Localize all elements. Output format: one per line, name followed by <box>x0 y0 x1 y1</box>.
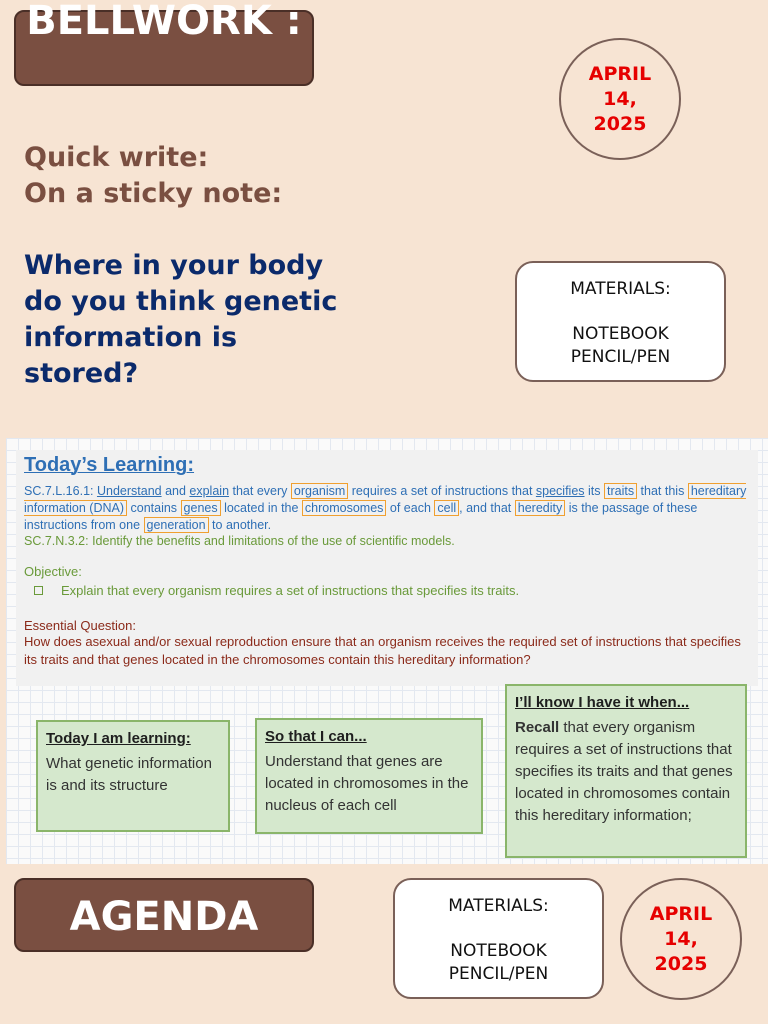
std-keyword: genes <box>181 500 221 516</box>
objective-text: Explain that every organism requires a set of instructions that specifies its traits. <box>61 583 520 598</box>
card-body: What genetic information is and its structure <box>46 755 212 794</box>
std-text: that this <box>637 484 688 498</box>
card-title: Today I am learning: <box>46 730 191 747</box>
std-keyword: cell <box>434 500 459 516</box>
std-text: requires a set of instructions that <box>348 484 536 498</box>
essential-question-text: How does asexual and/or sexual reproduction ensure that an organism receives the required set of instructions that specifies its traits and that genes located in the chromosomes contain this hereditary information? <box>24 634 741 667</box>
quick-write-prompt <box>24 140 282 212</box>
std-keyword: generation <box>144 517 209 533</box>
std-text: , and that <box>459 501 515 515</box>
agenda-banner: AGENDA <box>14 878 314 952</box>
std-word: specifies <box>535 484 585 498</box>
std-text: is the passage of these instructions from one <box>24 501 698 532</box>
card-body-bold: Recall <box>515 719 560 736</box>
std-code: SC.7.L.16.1: <box>24 484 97 498</box>
std-text: and <box>161 484 190 498</box>
date-month: APRIL <box>588 62 652 85</box>
materials-box <box>393 878 604 999</box>
std-word: explain <box>189 484 230 498</box>
date-circle <box>559 38 681 160</box>
card-body: Understand that genes are located in chromosomes in the nucleus of each cell <box>265 753 469 814</box>
std-word: Understand <box>96 484 162 498</box>
date-year: 2025 <box>593 112 647 135</box>
bellwork-banner <box>14 0 314 86</box>
std-text: its <box>584 484 604 498</box>
std-keyword: organism <box>291 483 348 499</box>
bellwork-slide <box>0 0 768 432</box>
std-keyword: heredity <box>515 500 565 516</box>
checkbox-bullet-icon <box>34 586 43 595</box>
so-that-i-can-card <box>255 718 483 834</box>
today-i-am-learning-card <box>36 720 230 832</box>
materials-item: NOTEBOOK <box>572 324 669 344</box>
objective-heading: Objective: <box>24 564 82 579</box>
standard-2: SC.7.N.3.2: Identify the benefits and limitations of the use of scientific models. <box>24 534 455 548</box>
std-text: that every <box>229 484 291 498</box>
card-title: So that I can... <box>265 728 367 745</box>
card-title: I’ll know I have it when... <box>515 694 690 711</box>
quick-write-line1: Quick write: <box>24 142 209 173</box>
materials-item: PENCIL/PEN <box>570 347 671 367</box>
standard-1 <box>24 483 750 534</box>
learning-title: Today’s Learning: <box>24 454 195 476</box>
materials-heading: MATERIALS: <box>448 896 549 916</box>
todays-learning-slide <box>6 438 768 864</box>
essential-question-heading: Essential Question: <box>24 618 137 633</box>
card-body-text: that every organism requires a set of instructions that specifies its traits and that genes located in chromosomes contain this hereditary information; <box>515 719 733 824</box>
std-text: of each <box>386 501 435 515</box>
objective-item <box>34 583 750 598</box>
date-day: 14, <box>603 87 637 110</box>
std-text: contains <box>127 501 181 515</box>
std-keyword: traits <box>604 483 637 499</box>
std-text: located in the <box>220 501 302 515</box>
materials-heading: MATERIALS: <box>570 279 671 299</box>
bellwork-question: Where in your body do you think genetic information is stored? <box>24 250 338 389</box>
materials-item: PENCIL/PEN <box>448 964 549 984</box>
std-keyword: chromosomes <box>302 500 387 516</box>
date-circle <box>620 878 742 1000</box>
std-text: to another. <box>208 518 272 532</box>
date-day: 14, <box>664 927 698 950</box>
quick-write-line2: On a sticky note: <box>24 178 283 209</box>
date-year: 2025 <box>654 952 708 975</box>
card-body <box>515 717 737 827</box>
learning-panel <box>16 450 758 686</box>
materials-box <box>515 261 726 382</box>
ill-know-i-have-it-card <box>505 684 747 858</box>
date-month: APRIL <box>649 902 713 925</box>
bellwork-banner-text: BELLWORK : <box>26 0 302 44</box>
std-keyword: hereditary information (DNA) <box>24 484 747 515</box>
materials-item: NOTEBOOK <box>450 941 547 961</box>
